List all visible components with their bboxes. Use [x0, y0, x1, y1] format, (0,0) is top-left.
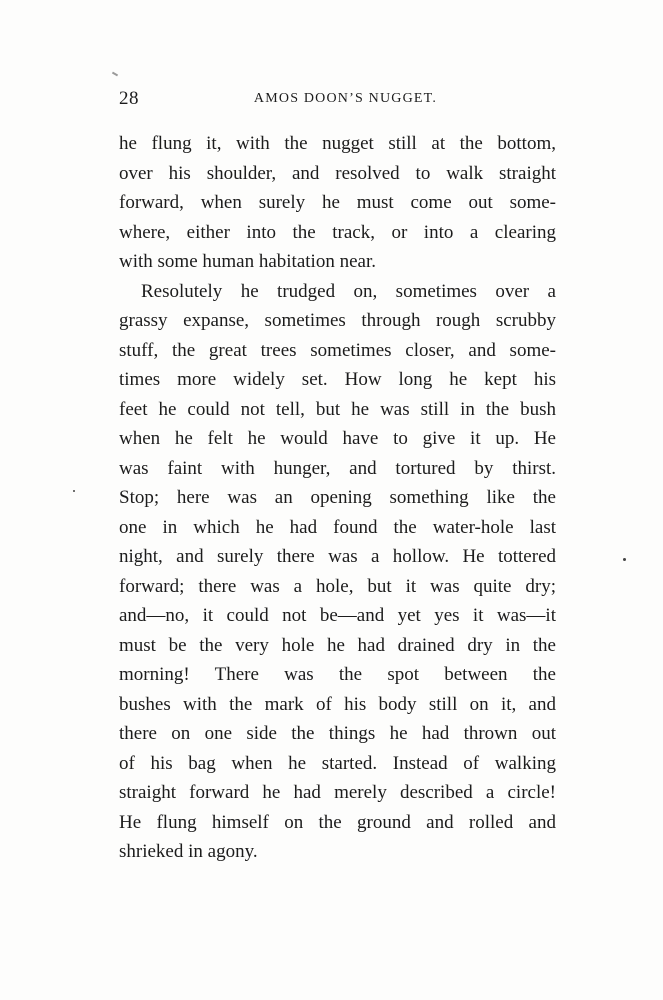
page-header [119, 88, 556, 116]
text-line: of his bag when he started. Instead of walking [119, 752, 556, 774]
text-line: feet he could not tell, but he was still in the bush [119, 398, 556, 420]
text-line: was faint with hunger, and tortured by thirst. [119, 457, 556, 479]
text-line: he flung it, with the nugget still at the bottom, [119, 133, 556, 154]
text-line: and—no, it could not be—and yet yes it was—it [119, 605, 556, 626]
text-line: with some human habitation near. [119, 251, 376, 272]
ink-speck [623, 558, 626, 561]
text-line: one in which he had found the water-hole last [119, 516, 556, 538]
text-line: forward, when surely he must come out some- [119, 192, 556, 213]
text-line: straight forward he had merely described a circle! [119, 782, 556, 803]
page-number: 28 [119, 88, 139, 109]
text-line: over his shoulder, and resolved to walk straight [119, 162, 556, 184]
text-line: grassy expanse, sometimes through rough scrubby [119, 310, 556, 331]
text-line: times more widely set. How long he kept his [119, 369, 556, 390]
text-line: night, and surely there was a hollow. He tottered [119, 546, 556, 567]
text-line: there on one side the things he had thrown out [119, 723, 556, 744]
text-line: He flung himself on the ground and rolled and [119, 811, 556, 833]
text-line: morning! There was the spot between the [119, 664, 556, 685]
text-line: when he felt he would have to give it up. He [119, 428, 556, 449]
body-text [119, 129, 556, 867]
print-mark [112, 72, 118, 77]
text-line: where, either into the track, or into a clearing [119, 221, 556, 243]
text-line: bushes with the mark of his body still on it, and [119, 693, 556, 715]
text-line: stuff, the great trees sometimes closer, and some- [119, 339, 556, 361]
running-title: AMOS DOON’S NUGGET. [253, 91, 438, 106]
text-line: Stop; here was an opening something like the [119, 487, 556, 508]
text-line: shrieked in agony. [119, 841, 258, 862]
ink-speck [73, 490, 75, 492]
text-line: forward; there was a hole, but it was quite dry; [119, 575, 556, 597]
paragraph-first-line: Resolutely he trudged on, sometimes over a [141, 280, 556, 302]
text-line: must be the very hole he had drained dry in the [119, 634, 556, 656]
